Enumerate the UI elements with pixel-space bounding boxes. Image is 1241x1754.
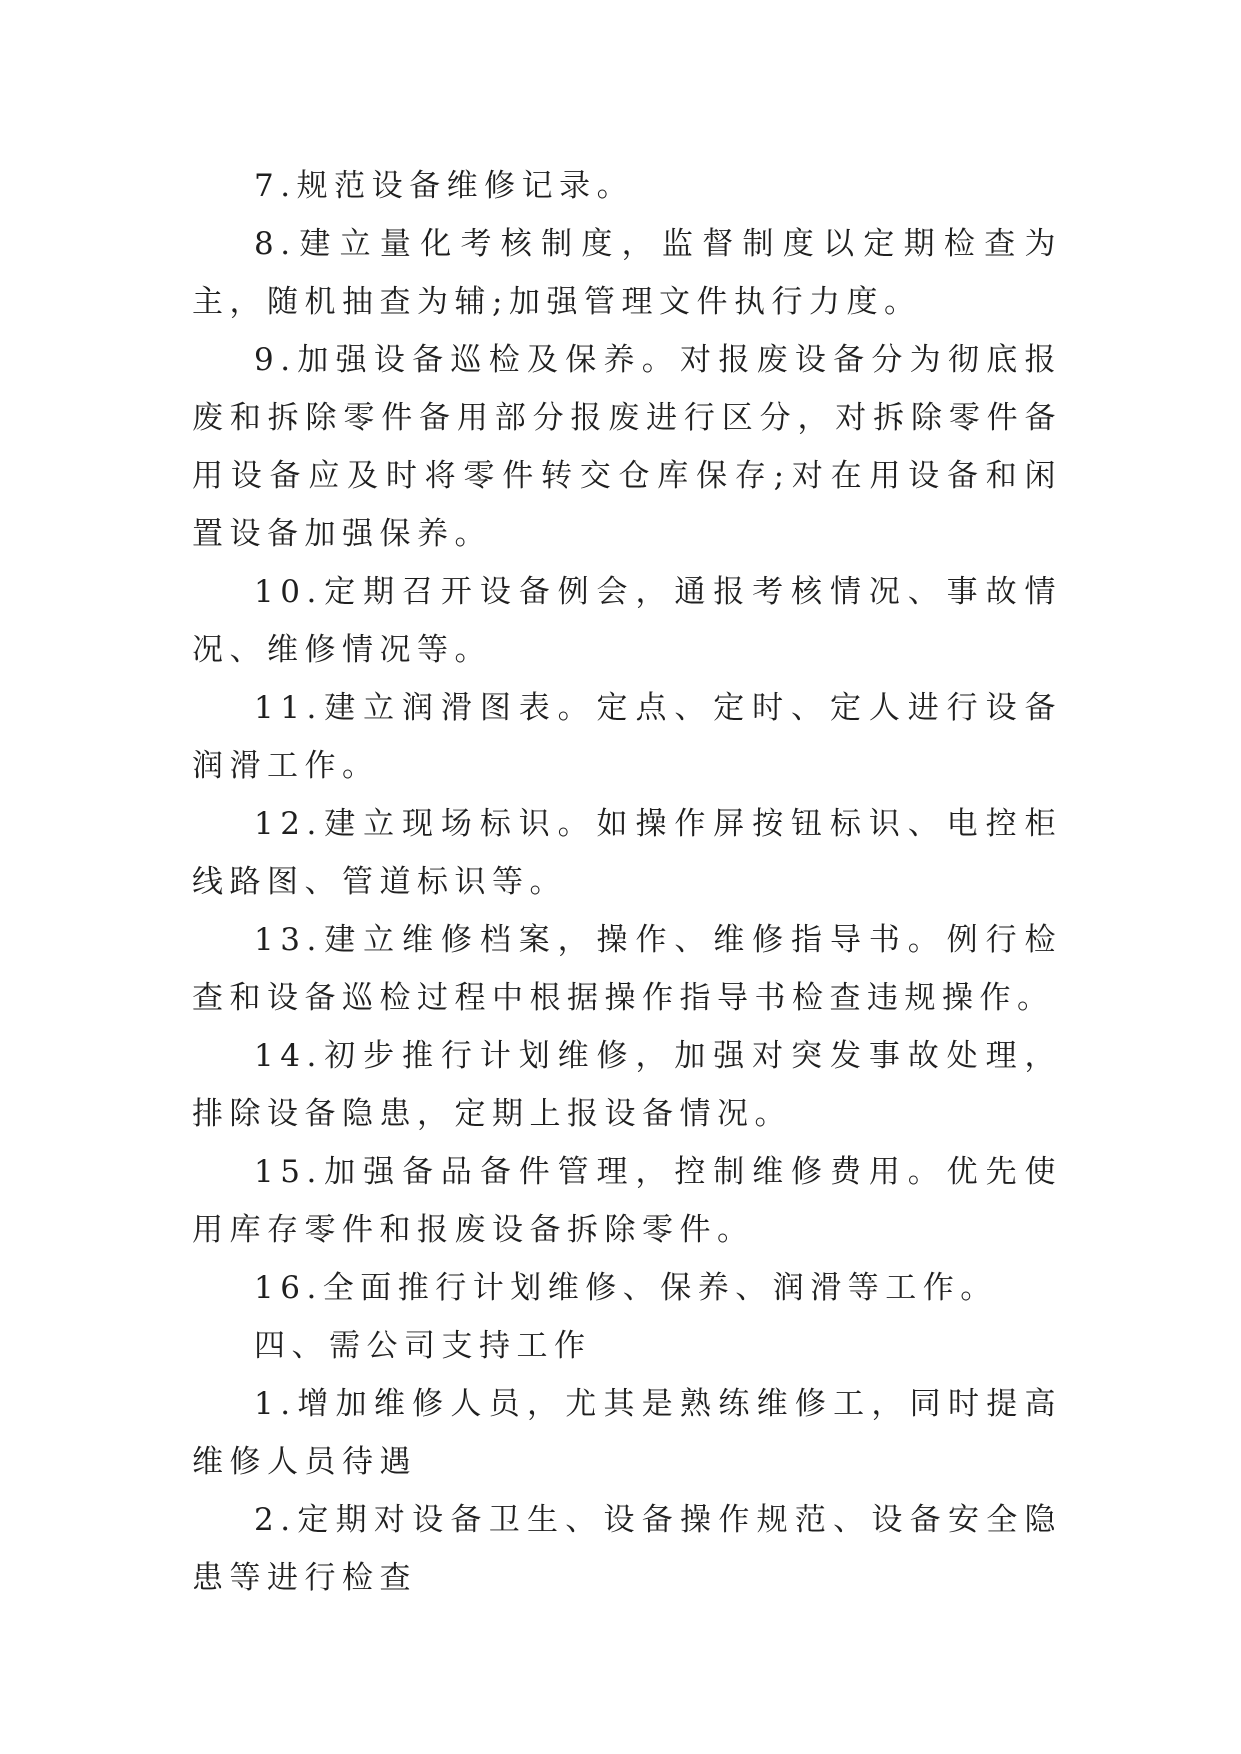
paragraph-item-16: 16.全面推行计划维修、保养、润滑等工作。 — [254, 1270, 998, 1306]
paragraph-item-8: 8.建立量化考核制度，监督制度以定期检查为主，随机抽查为辅;加强管理文件执行力度。 — [192, 226, 1062, 320]
paragraph-item-7: 7.规范设备维修记录。 — [254, 168, 635, 204]
support-item-1: 1.增加维修人员，尤其是熟练维修工，同时提高维修人员待遇 — [192, 1386, 1062, 1480]
paragraph-item-14: 14.初步推行计划维修，加强对突发事故处理，排除设备隐患，定期上报设备情况。 — [192, 1038, 1062, 1132]
section-heading-4: 四、需公司支持工作 — [254, 1328, 592, 1364]
paragraph-item-9: 9.加强设备巡检及保养。对报废设备分为彻底报废和拆除零件备用部分报废进行区分，对拆除零件备用设备应及时将零件转交仓库保存;对在用设备和闲置设备加强保养。 — [192, 342, 1062, 552]
document-body — [192, 157, 1062, 1607]
paragraph-item-15: 15.加强备品备件管理，控制维修费用。优先使用库存零件和报废设备拆除零件。 — [192, 1154, 1062, 1248]
paragraph-item-10: 10.定期召开设备例会，通报考核情况、事故情况、维修情况等。 — [192, 574, 1062, 668]
paragraph-item-13: 13.建立维修档案，操作、维修指导书。例行检查和设备巡检过程中根据操作指导书检查违规操作。 — [192, 922, 1062, 1016]
support-item-2: 2.定期对设备卫生、设备操作规范、设备安全隐患等进行检查 — [192, 1502, 1062, 1596]
paragraph-item-12: 12.建立现场标识。如操作屏按钮标识、电控柜线路图、管道标识等。 — [192, 806, 1062, 900]
paragraph-item-11: 11.建立润滑图表。定点、定时、定人进行设备润滑工作。 — [192, 690, 1062, 784]
